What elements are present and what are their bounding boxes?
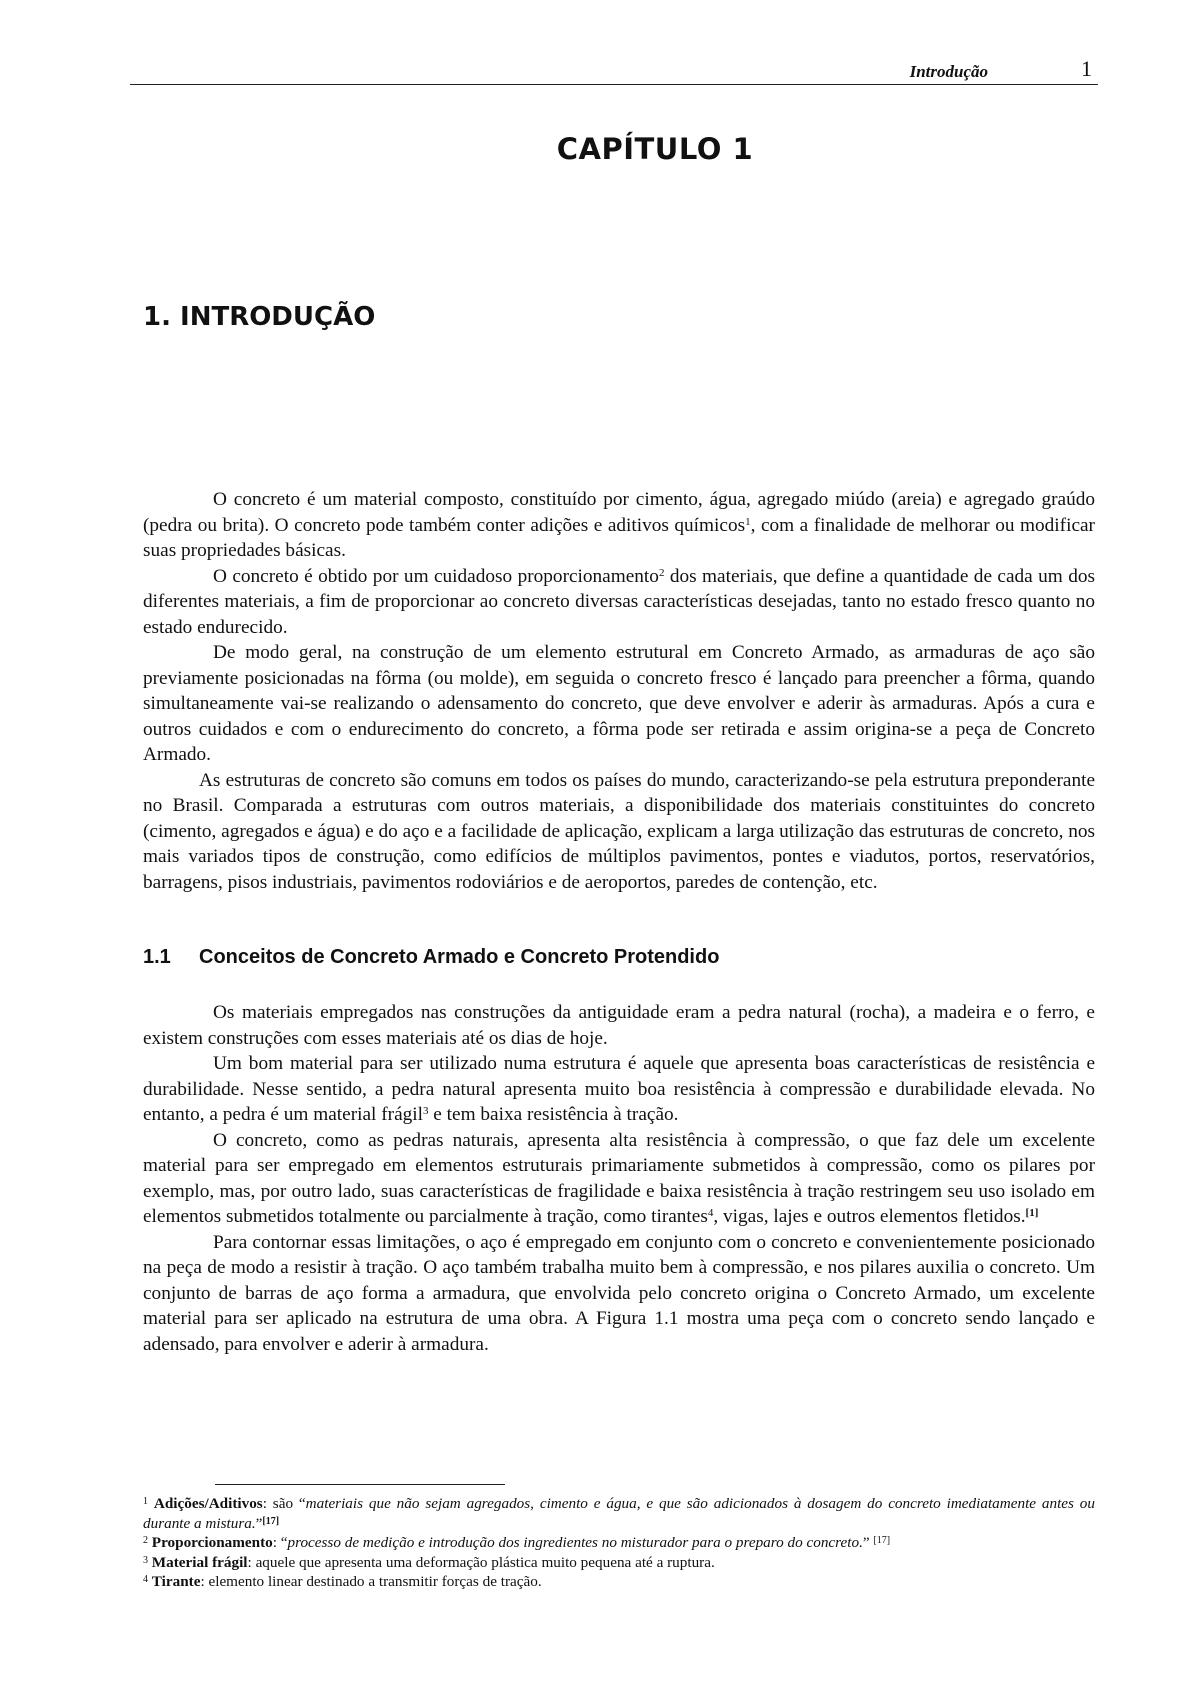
footnote-term: Proporcionamento [151, 1534, 273, 1551]
running-header [130, 56, 1098, 85]
footnote-term: Tirante [151, 1573, 201, 1590]
citation-ref: [1] [1025, 1207, 1039, 1219]
footnote-term: Adições/Aditivos [153, 1495, 263, 1512]
running-header-section: Introdução [909, 62, 988, 81]
subsection-heading [143, 946, 719, 969]
footnote-marker: 1 [745, 515, 751, 528]
subsection-title: Conceitos de Concreto Armado e Concreto Protendido [199, 946, 720, 968]
paragraph: As estruturas de concreto são comuns em todos os países do mundo, caracterizando-se pela estrutura preponderante no Brasil. Comparada a estruturas com outros materiais, a disponibilidade dos materiais constituintes do concreto (cimento, agregados e água) e do aço e a facilidade de aplicação, explicam a larga utilização das estruturas de concreto, nos mais variados tipos de construção, como edifícios de múltiplos pavimentos, pontes e viadutos, portos, reservatórios, barragens, pisos industriais, pavimentos rodoviários e de aeroportos, paredes de contenção, etc. [143, 769, 1096, 893]
footnote-marker: 3 [422, 1105, 429, 1117]
paragraph: Um bom material para ser utilizado numa estrutura é aquele que apresenta boas características de resistência e durabilidade. Nesse sentido, a pedra natural apresenta muito boa resistência à compressão e durabilidade elevada. No entanto, a pedra é um material frágil$^3$ e tem baixa resistência à tração. [143, 1053, 1095, 1125]
subsection-number: 1.1 [143, 946, 171, 968]
footnote: $^1$ Adições/Aditivos: são “materiais que não sejam agregados, cimento e água, e que são adicionados à dosagem do concreto imediatamente antes ou durante a mistura.”[17] [143, 1495, 1095, 1532]
citation-ref: [17] [873, 1535, 891, 1546]
footnote: $^4$ Tirante: elemento linear destinado a transmitir forças de tração. [143, 1573, 542, 1590]
paragraph: Os materiais empregados nas construções da antiguidade eram a pedra natural (rocha), a madeira e o ferro, e existem construções com esses materiais até os dias de hoje. [143, 1002, 1095, 1049]
citation-ref: [17] [262, 1515, 280, 1527]
chapter-title: CAPÍTULO 1 [556, 132, 754, 166]
footnote: $^3$ Material frágil: aquele que apresenta uma deformação plástica muito pequena até a ruptura. [143, 1553, 715, 1571]
footnote-separator [215, 1484, 505, 1485]
paragraph: O concreto é obtido por um cuidadoso proporcionamento$^2$ dos materiais, que define a quantidade de cada um dos diferentes materiais, a fim de proporcionar ao concreto diversas características desejadas, tanto no estado fresco quanto no estado endurecido. [143, 565, 1095, 638]
footnote-marker: 2 [658, 566, 665, 579]
subsection-body [143, 1000, 1095, 1357]
footnote-marker: 4 [707, 1207, 714, 1219]
page-number: 1 [1081, 56, 1092, 81]
intro-body [143, 487, 1095, 895]
footnote: $^2$ Proporcionamento: “processo de medição e introdução dos ingredientes no misturador para o preparo do concreto.” [17] [143, 1534, 891, 1551]
paragraph: Para contornar essas limitações, o aço é empregado em conjunto com o concreto e convenientemente posicionado na peça de modo a resistir à tração. O aço também trabalha muito bem à compressão, e nos pilares auxilia o concreto. Um conjunto de barras de aço forma a armadura, que envolvida pelo concreto origina o Concreto Armado, um excelente material para ser aplicado na estrutura de uma obra. A Figura 1.1 mostra uma peça com o concreto sendo lançado e adensado, para envolver e aderir à armadura. [143, 1231, 1095, 1355]
paragraph: O concreto, como as pedras naturais, apresenta alta resistência à compressão, o que faz dele um excelente material para ser empregado em elementos estruturais primariamente submetidos à compressão, como os pilares por exemplo, mas, por outro lado, suas características de fragilidade e baixa resistência à tração restringem seu uso isolado em elementos submetidos totalmente ou parcialmente à tração, como tirantes$^4$, vigas, lajes e outros elementos fletidos.[1] [143, 1129, 1095, 1227]
section-title: 1. INTRODUÇÃO [143, 302, 376, 332]
footnote-term: Material frágil [151, 1553, 248, 1571]
footnotes [143, 1494, 1095, 1592]
paragraph: De modo geral, na construção de um elemento estrutural em Concreto Armado, as armaduras de aço são previamente posicionadas na fôrma (ou molde), em seguida o concreto fresco é lançado para preencher a fôrma, quando simultaneamente vai-se realizando o adensamento do concreto, que deve envolver e aderir às armaduras. Após a cura e outros cuidados e com o endurecimento do concreto, a fôrma pode ser retirada e assim origina-se a peça de Concreto Armado. [143, 642, 1095, 765]
paragraph: O concreto é um material composto, constituído por cimento, água, agregado miúdo (areia) e agregado graúdo (pedra ou brita). O concreto pode também conter adições e aditivos químicos$^1$, com a finalidade de melhorar ou modificar suas propriedades básicas. [143, 489, 1095, 561]
